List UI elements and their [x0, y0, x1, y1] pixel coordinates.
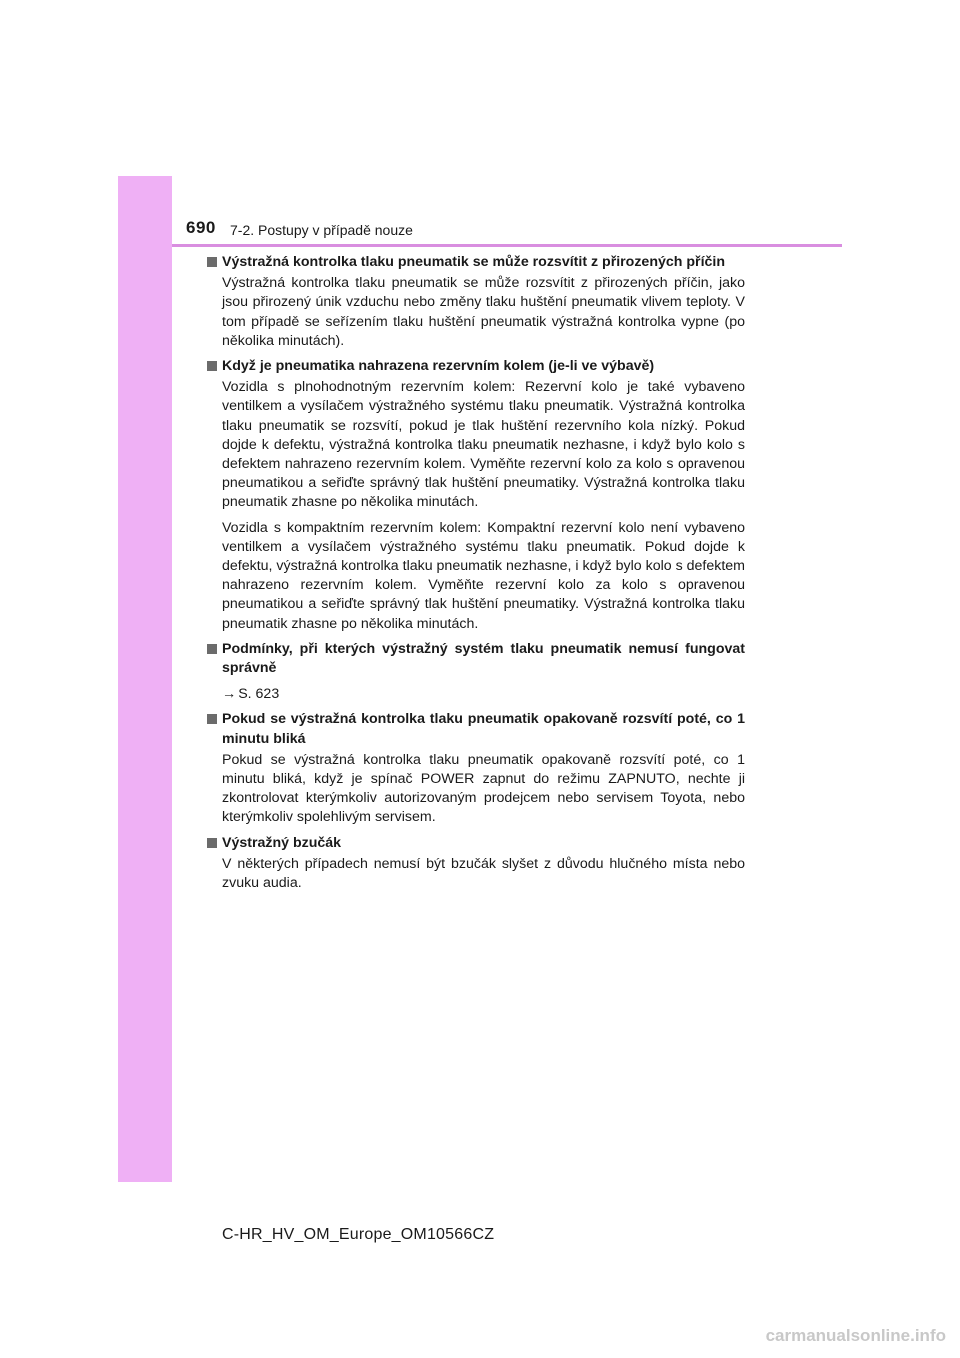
paragraph: Výstražná kontrolka tlaku pneumatik se může rozsvítit z přirozených příčin, jako jsou přirozený únik vzduchu nebo změny tlaku huštění pneumatik vlivem teploty. V tom případě se seřízením tlaku huštění pneumatik výstražná kontrolka vypne (po několika minutách).: [222, 275, 745, 349]
square-bullet-icon: [207, 361, 217, 371]
section-heading: [207, 357, 745, 376]
section-heading: [207, 834, 745, 853]
section-heading-text: Pokud se výstražná kontrolka tlaku pneumatik opakovaně rozsvítí poté, co 1 minutu bliká: [222, 711, 745, 747]
section-heading-text: Podmínky, při kterých výstražný systém tlaku pneumatik nemusí fungovat správně: [222, 640, 745, 677]
document-code: C-HR_HV_OM_Europe_OM10566CZ: [222, 1226, 495, 1243]
section-heading-text: Když je pneumatika nahrazena rezervním kolem (je-li ve výbavě): [222, 358, 655, 375]
page-reference-text: S. 623: [238, 686, 280, 703]
paragraph: Vozidla s kompaktním rezervním kolem: Kompaktní rezervní kolo není vybaveno ventilkem a vysílačem výstražného systému tlaku pneumatik. Pokud dojde k defektu, výstražná kontrolka tlaku pneumatik nezhasne, i když bylo kolo s defektem nahrazeno rezervním kolem. Vyměňte rezervní kolo za kolo s opravenou pneumatikou a seřiďte správný tlak huštění pneumatiky. Výstražná kontrolka tlaku pneumatik zhasne po několika minutách.: [222, 519, 745, 632]
section-heading-text: Výstražný bzučák: [222, 834, 342, 851]
section-natural-causes: [207, 253, 745, 351]
section-warning-buzzer: [207, 834, 745, 894]
header-divider: [172, 244, 842, 247]
page-number: 690: [186, 218, 216, 237]
section-title: 7-2. Postupy v případě nouze: [230, 222, 413, 238]
side-tab-band: [118, 176, 172, 1182]
square-bullet-icon: [207, 257, 217, 267]
section-repeated-light: [207, 710, 745, 827]
paragraph: V některých případech nemusí být bzučák slyšet z důvodu hlučného místa nebo zvuku audia.: [222, 855, 745, 892]
section-heading: [207, 710, 745, 748]
paragraph: Pokud se výstražná kontrolka tlaku pneumatik opakovaně rozsvítí poté, co 1 minutu bliká, když je spínač POWER zapnut do režimu ZAPNUTO, nechte ji zkontrolovat kterýmkoliv autorizovaným prodejcem nebo servisem Toyota, nebo kterýmkoliv spolehlivým servisem.: [222, 751, 745, 826]
section-heading: [207, 640, 745, 678]
watermark: carmanualsonline.info: [765, 1326, 946, 1345]
section-heading-text: Výstražná kontrolka tlaku pneumatik se může rozsvítit z přirozených příčin: [222, 254, 726, 270]
square-bullet-icon: [207, 838, 217, 848]
square-bullet-icon: [207, 644, 217, 654]
section-conditions: [207, 640, 745, 705]
page-content: [207, 253, 745, 899]
section-spare-wheel: [207, 357, 745, 634]
section-heading: [207, 253, 745, 272]
page-reference[interactable]: [222, 685, 745, 704]
paragraph: Vozidla s plnohodnotným rezervním kolem: Rezervní kolo je také vybaveno ventilkem a vysílačem výstražného systému tlaku pneumatik. Výstražná kontrolka tlaku pneumatik se rozsvítí, pokud je tlak huštění rezervního kola nízký. Pokud dojde k defektu, výstražná kontrolka tlaku pneumatik nezhasne, i když bylo kolo s defektem nahrazeno rezervním kolem. Vyměňte rezervní kolo za kolo s opravenou pneumatikou a seřiďte správný tlak huštění pneumatiky. Výstražná kontrolka tlaku pneumatik zhasne po několika minutách.: [222, 379, 745, 511]
square-bullet-icon: [207, 714, 217, 724]
arrow-right-icon: →: [222, 686, 237, 703]
